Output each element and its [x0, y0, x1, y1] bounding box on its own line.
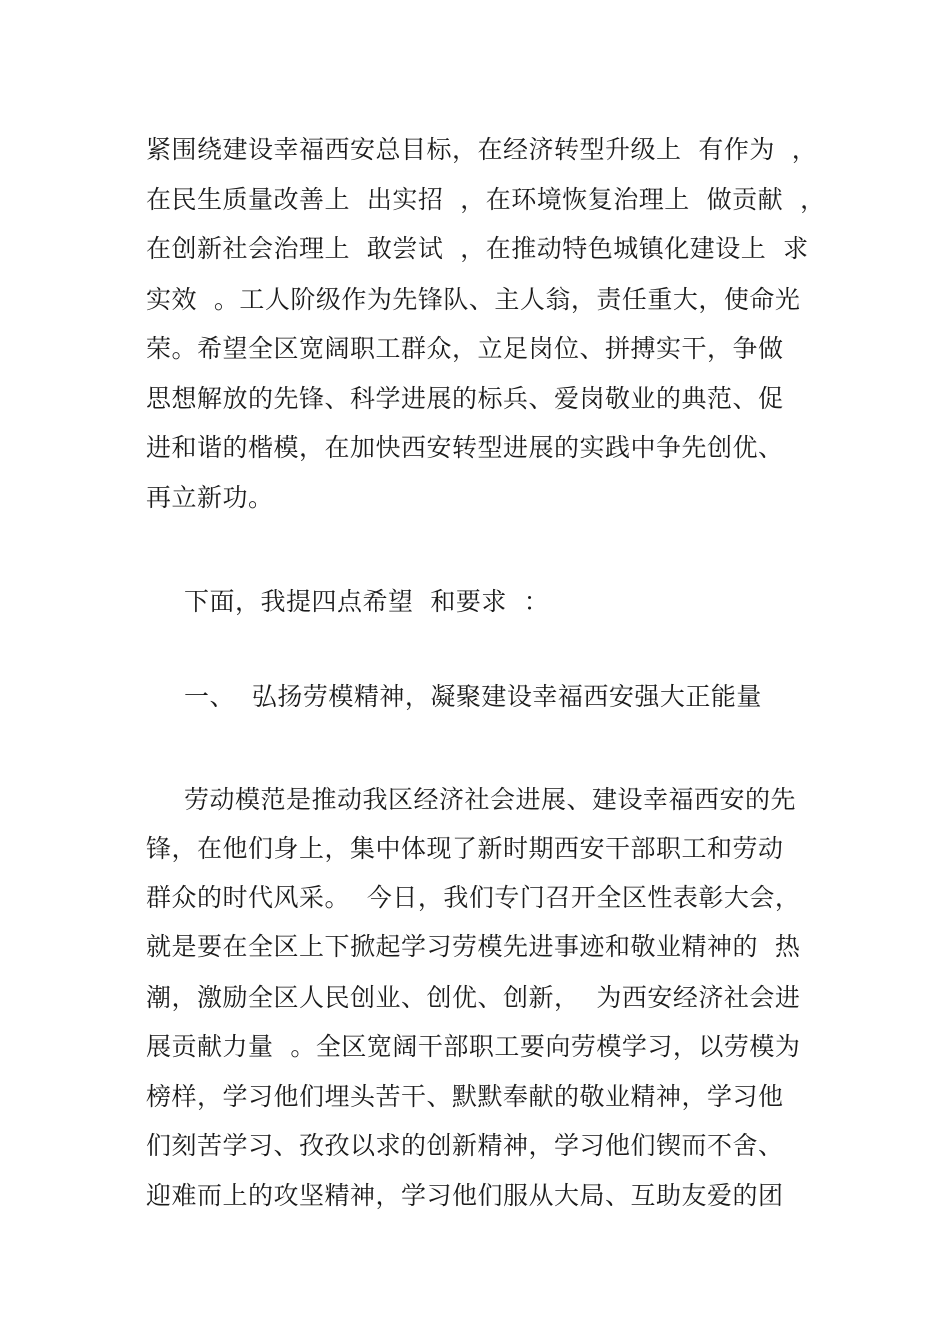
text-line: 潮，激励全区人民创业、创优、创新， 为西安经济社会进 — [146, 983, 801, 1012]
text-line: 思想解放的先锋、科学进展的标兵、爱岗敬业的典范、促 — [146, 384, 784, 413]
paragraph-2: 下面，我提四点希望 和要求 ： — [184, 587, 550, 616]
text-line: 实效 。工人阶级作为先锋队、主人翁，责任重大，使命光 — [146, 285, 801, 314]
text-line: 荣。希望全区宽阔职工群众，立足岗位、拼搏实干，争做 — [146, 334, 784, 363]
text-line: 群众的时代风采。 今日，我们专门召开全区性表彰大会， — [146, 883, 801, 912]
text-line: 们刻苦学习、孜孜以求的创新精神，学习他们锲而不舍、 — [146, 1131, 784, 1160]
text-line: 就是要在全区上下掀起学习劳模先进事迹和敬业精神的 热 — [146, 932, 801, 961]
text-line: 劳动模范是推动我区经济社会进展、建设幸福西安的先 — [184, 785, 797, 814]
text-line: 在创新社会治理上 敢尝试 ，在推动特色城镇化建设上 求 — [146, 234, 809, 263]
text-line: 进和谐的楷模，在加快西安转型进展的实践中争先创优、 — [146, 433, 784, 462]
text-line: 在民生质量改善上 出实招 ，在环境恢复治理上 做贡献 ， — [146, 185, 826, 214]
text-line: 展贡献力量 。全区宽阔干部职工要向劳模学习，以劳模为 — [146, 1032, 801, 1061]
text-line: 榜样，学习他们埋头苦干、默默奉献的敬业精神，学习他 — [146, 1082, 784, 1111]
section-heading: 一、 弘扬劳模精神，凝聚建设幸福西安强大正能量 — [184, 682, 762, 711]
text-line: 紧围绕建设幸福西安总目标，在经济转型升级上 有作为 ， — [146, 135, 818, 164]
text-line: 锋，在他们身上，集中体现了新时期西安干部职工和劳动 — [146, 834, 784, 863]
text-line: 迎难而上的攻坚精神，学习他们服从大局、互助友爱的团 — [146, 1181, 784, 1210]
text-line: 再立新功。 — [146, 483, 274, 512]
